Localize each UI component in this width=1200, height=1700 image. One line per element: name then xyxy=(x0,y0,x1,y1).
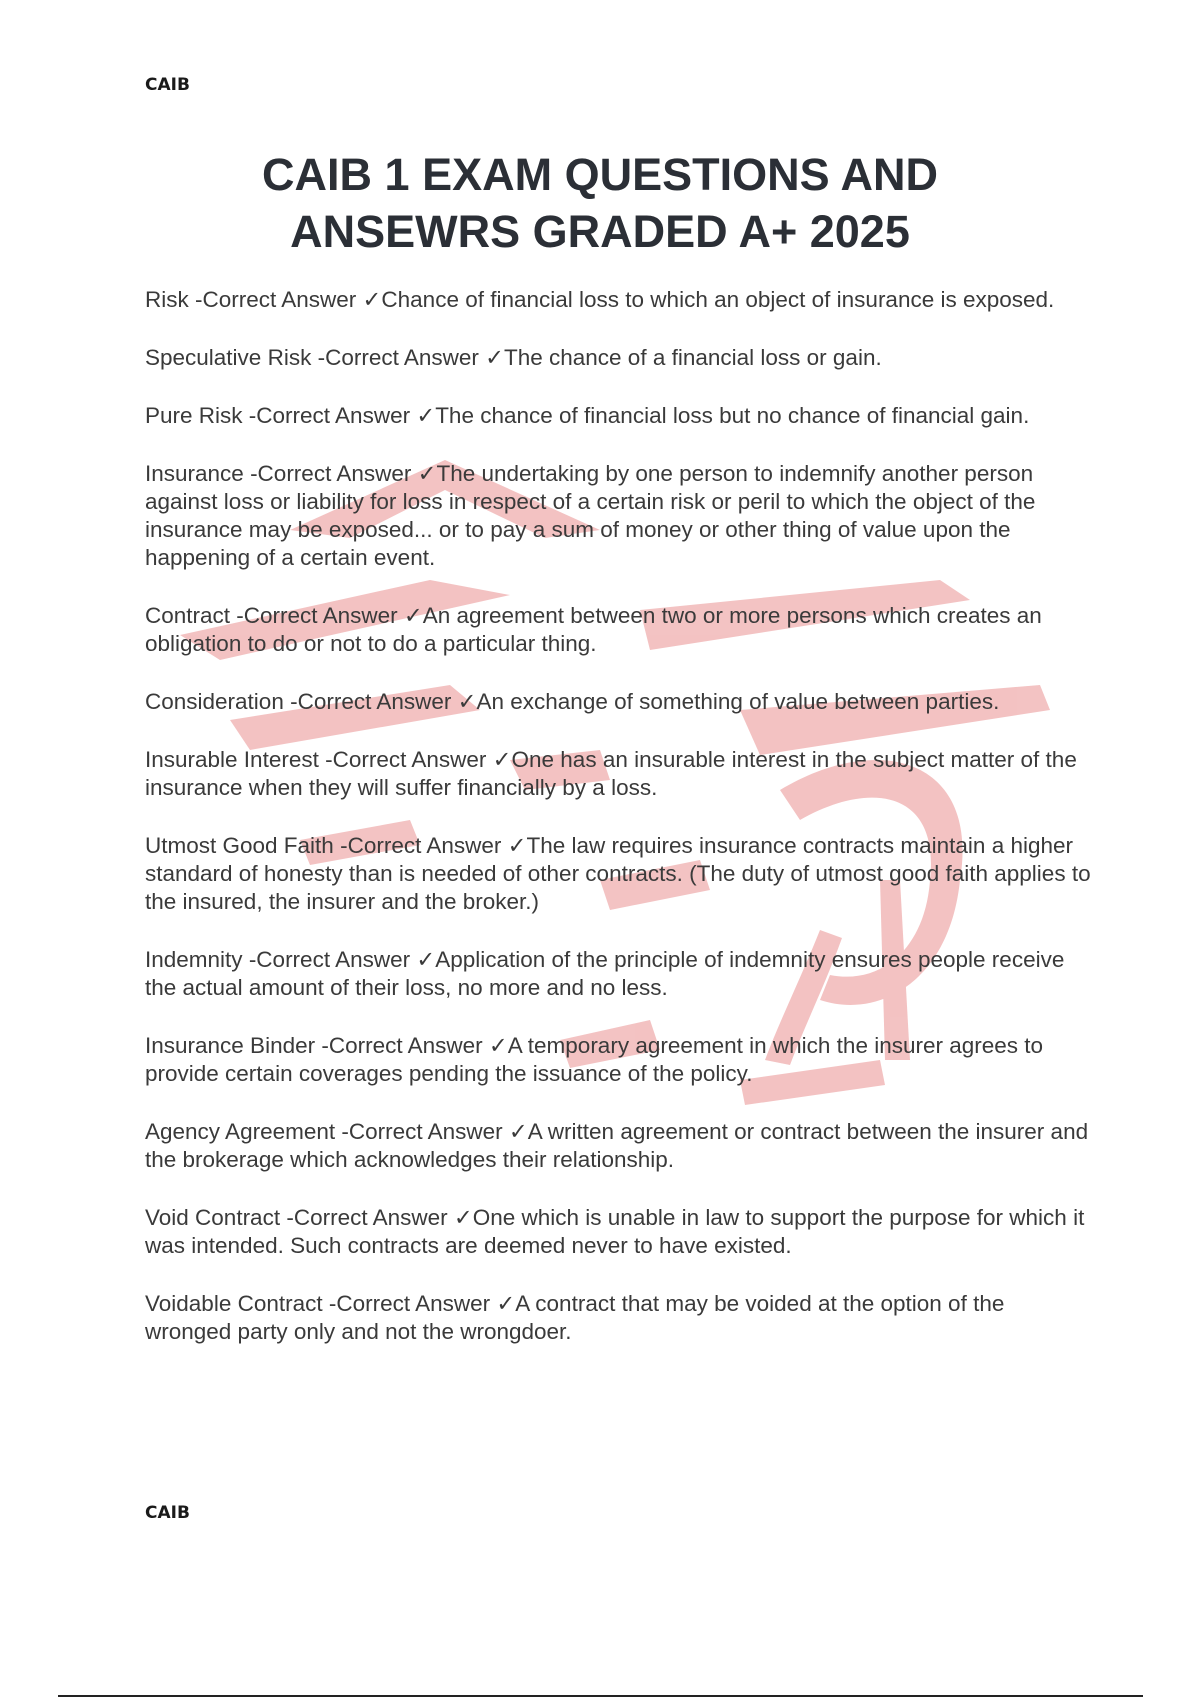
entry-term: Pure Risk xyxy=(145,403,243,428)
qa-entry-insurance-binder xyxy=(145,1032,1095,1088)
entry-answer: An exchange of something of value between parties. xyxy=(476,689,1000,714)
qa-entry-consideration xyxy=(145,688,1095,716)
entry-term: Insurable Interest xyxy=(145,747,319,772)
header-label: CAIB xyxy=(145,75,190,95)
qa-entry-pure-risk xyxy=(145,402,1095,430)
entry-separator: -Correct Answer ✓ xyxy=(333,833,527,858)
entry-answer: One which is unable in law to support the purpose for which it was intended. Such contracts are deemed never to have existed. xyxy=(145,1205,1085,1258)
entry-term: Speculative Risk xyxy=(145,345,312,370)
entry-separator: -Correct Answer ✓ xyxy=(188,287,382,312)
entry-term: Risk xyxy=(145,287,189,312)
qa-entry-insurance xyxy=(145,460,1095,572)
entry-answer: A temporary agreement in which the insurer agrees to provide certain coverages pending the issuance of the policy. xyxy=(145,1033,1044,1086)
entry-answer: The undertaking by one person to indemnify another person against loss or liability for loss in respect of a certain risk or peril to which the object of the insurance may be exposed... or to pay a sum of money or other thing of value upon the happening of a certain event. xyxy=(145,461,1036,570)
qa-entry-voidable-contract xyxy=(145,1290,1095,1346)
entry-term: Voidable Contract xyxy=(145,1291,323,1316)
qa-entry-speculative-risk xyxy=(145,344,1095,372)
entry-answer: The chance of a financial loss or gain. xyxy=(503,345,882,370)
entry-answer: The law requires insurance contracts maintain a higher standard of honesty than is needed of other contracts. (The duty of utmost good faith applies to the insured, the insurer and the broker.) xyxy=(145,833,1091,914)
entry-term: Agency Agreement xyxy=(145,1119,336,1144)
entry-separator: -Correct Answer ✓ xyxy=(335,1119,528,1144)
entry-answer: A written agreement or contract between the insurer and the brokerage which acknowledges their relationship. xyxy=(145,1119,1089,1172)
qa-list xyxy=(145,286,1095,1376)
entry-term: Contract xyxy=(145,603,231,628)
footer-label: CAIB xyxy=(145,1503,190,1523)
entry-separator: -Correct Answer ✓ xyxy=(243,461,437,486)
entry-separator: -Correct Answer ✓ xyxy=(283,689,477,714)
entry-term: Insurance Binder xyxy=(145,1033,316,1058)
entry-separator: -Correct Answer ✓ xyxy=(280,1205,473,1230)
qa-entry-void-contract xyxy=(145,1204,1095,1260)
qa-entry-agency-agreement xyxy=(145,1118,1095,1174)
entry-term: Void Contract xyxy=(145,1205,281,1230)
entry-separator: -Correct Answer ✓ xyxy=(311,345,504,370)
bottom-divider xyxy=(58,1695,1143,1697)
qa-entry-utmost-good-faith xyxy=(145,832,1095,916)
entry-separator: -Correct Answer ✓ xyxy=(230,603,423,628)
qa-entry-risk xyxy=(145,286,1095,314)
entry-answer: Application of the principle of indemnity ensures people receive the actual amount of their loss, no more and no less. xyxy=(145,947,1065,1000)
entry-answer: An agreement between two or more persons which creates an obligation to do or not to do a particular thing. xyxy=(145,603,1042,656)
entry-term: Insurance xyxy=(145,461,244,486)
qa-entry-contract xyxy=(145,602,1095,658)
entry-separator: -Correct Answer ✓ xyxy=(242,947,436,972)
entry-answer: The chance of financial loss but no chance of financial gain. xyxy=(435,403,1030,428)
title-line-2: ANSEWRS GRADED A+ 2025 xyxy=(290,206,910,257)
page-title xyxy=(100,146,1100,260)
entry-answer: Chance of financial loss to which an object of insurance is exposed. xyxy=(381,287,1055,312)
entry-term: Consideration xyxy=(145,689,284,714)
entry-term: Utmost Good Faith xyxy=(145,833,334,858)
entry-separator: -Correct Answer ✓ xyxy=(315,1033,508,1058)
entry-separator: -Correct Answer ✓ xyxy=(318,747,512,772)
title-line-1: CAIB 1 EXAM QUESTIONS AND xyxy=(262,149,938,200)
entry-separator: -Correct Answer ✓ xyxy=(242,403,436,428)
qa-entry-insurable-interest xyxy=(145,746,1095,802)
entry-separator: -Correct Answer ✓ xyxy=(322,1291,516,1316)
entry-answer: One has an insurable interest in the subject matter of the insurance when they will suffer financially by a loss. xyxy=(145,747,1077,800)
qa-entry-indemnity xyxy=(145,946,1095,1002)
entry-term: Indemnity xyxy=(145,947,243,972)
entry-answer: A contract that may be voided at the option of the wronged party only and not the wrongdoer. xyxy=(145,1291,1005,1344)
